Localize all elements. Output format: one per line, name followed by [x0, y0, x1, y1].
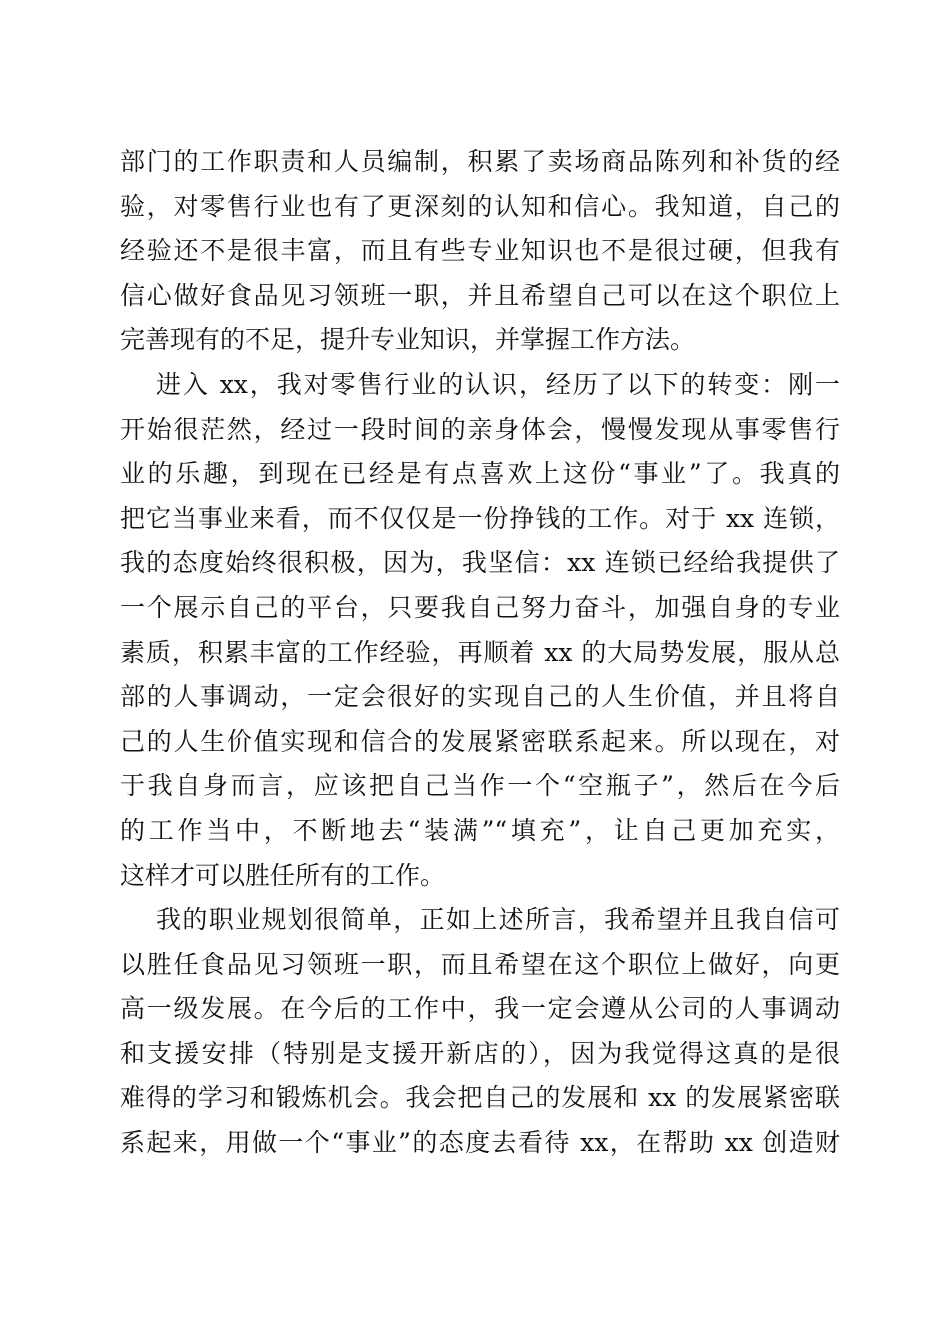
document-body — [120, 140, 840, 1166]
text-line: 高一级发展。在今后的工作中，我一定会遵从公司的人事调动 — [120, 994, 840, 1024]
text-line: 一个展示自己的平台，只要我自己努力奋斗，加强自身的专业 — [120, 592, 840, 622]
text-line: 经验还不是很丰富，而且有些专业知识也不是很过硬，但我有 — [120, 236, 840, 266]
text-line: 验，对零售行业也有了更深刻的认知和信心。我知道，自己的 — [120, 191, 840, 221]
text-line: 以胜任食品见习领班一职，而且希望在这个职位上做好，向更 — [120, 949, 840, 979]
text-line: 素质，积累丰富的工作经验，再顺着 xx 的大局势发展，服从总 — [120, 637, 840, 667]
text-line: 这样才可以胜任所有的工作。 — [120, 860, 446, 890]
text-line: 和支援安排（特别是支援开新店的），因为我觉得这真的是很 — [120, 1038, 840, 1068]
text-line: 我的态度始终很积极，因为，我坚信：xx 连锁已经给我提供了 — [120, 548, 840, 578]
text-line: 业的乐趣，到现在已经是有点喜欢上这份“事业”了。我真的 — [120, 459, 840, 489]
text-line: 部门的工作职责和人员编制，积累了卖场商品陈列和补货的经 — [120, 147, 840, 176]
text-line: 部的人事调动，一定会很好的实现自己的人生价值，并且将自 — [120, 682, 840, 712]
text-line: 己的人生价值实现和信合的发展紧密联系起来。所以现在，对 — [120, 726, 840, 756]
text-line: 于我自身而言，应该把自己当作一个“空瓶子”，然后在今后 — [120, 771, 840, 801]
text-line: 开始很茫然，经过一段时间的亲身体会，慢慢发现从事零售行 — [120, 414, 840, 444]
paragraph-start-line: 进入 xx，我对零售行业的认识，经历了以下的转变：刚一 — [156, 369, 840, 399]
text-line: 信心做好食品见习领班一职，并且希望自己可以在这个职位上 — [120, 280, 840, 310]
text-line: 系起来，用做一个“事业”的态度去看待 xx，在帮助 xx 创造财 — [120, 1128, 840, 1158]
paragraph-start-line: 我的职业规划很简单，正如上述所言，我希望并且我自信可 — [156, 905, 840, 935]
text-line: 把它当事业来看，而不仅仅是一份挣钱的工作。对于 xx 连锁， — [120, 503, 840, 533]
text-line: 难得的学习和锻炼机会。我会把自己的发展和 xx 的发展紧密联 — [120, 1083, 840, 1113]
text-line: 完善现有的不足，提升专业知识，并掌握工作方法。 — [120, 325, 696, 355]
text-line: 的工作当中，不断地去“装满”“填充”，让自己更加充实， — [120, 815, 840, 845]
